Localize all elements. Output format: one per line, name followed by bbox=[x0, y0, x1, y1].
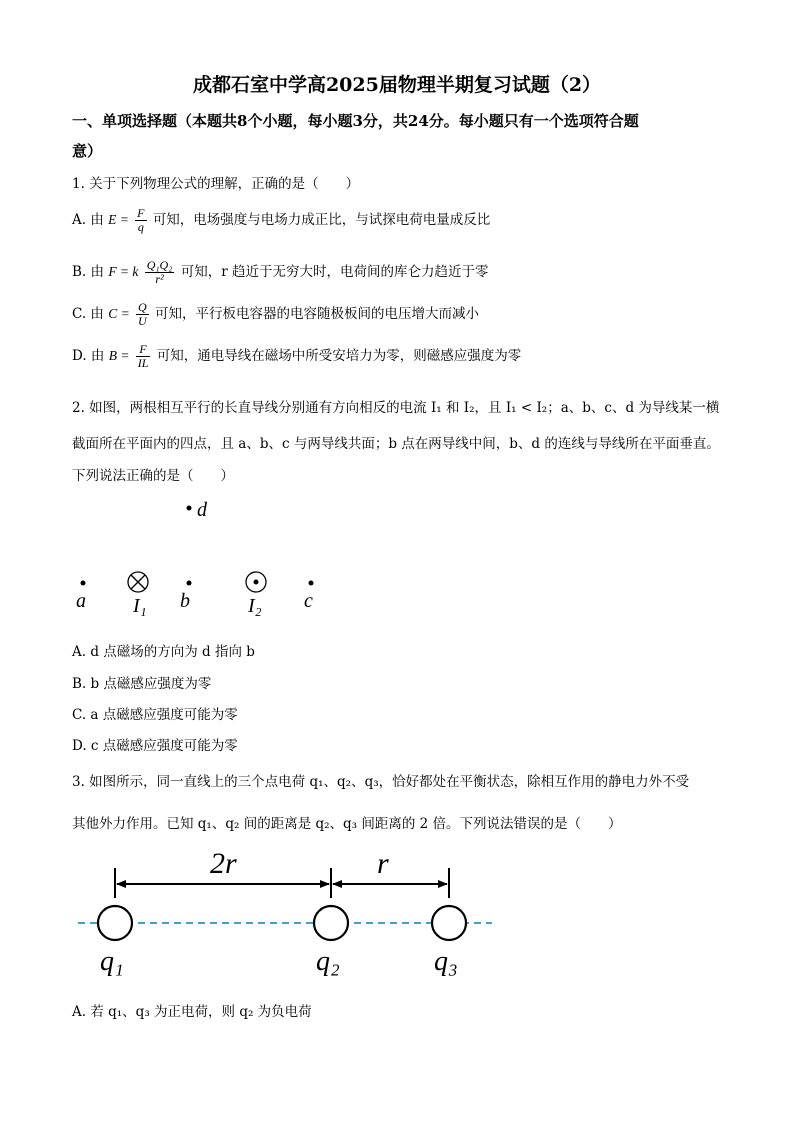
formula-fraction: $\frac{Q}{U}$ bbox=[138, 300, 147, 328]
charge-q3-circle bbox=[432, 906, 466, 940]
formula-fraction: $\frac{F}{q}$ bbox=[137, 206, 145, 234]
point-a-label: a bbox=[76, 590, 86, 612]
question-2-option-c: C. a 点磁感应强度可能为零 bbox=[72, 707, 238, 723]
formula-fraction: $\frac{\text{Q₁Q₂}}{\text{r²}}$ bbox=[146, 258, 173, 286]
question-2-option-b: B. b 点磁感应强度为零 bbox=[72, 676, 212, 692]
charge-q2-circle bbox=[314, 906, 348, 940]
question-1-option-d: D. 由 B = $\frac{F}{IL}$ 可知，通电导线在磁场中所受安培力为零，则磁感应强度为零 bbox=[72, 342, 522, 370]
question-3-stem-line1: 3. 如图所示，同一直线上的三个点电荷 q₁、q₂、q₃，恰好都处在平衡状态，除相互作用的静电力外不受 bbox=[72, 774, 690, 790]
point-d-label: d bbox=[197, 499, 207, 521]
charge-q2-label: q₂ bbox=[316, 946, 340, 977]
point-b-label: b bbox=[180, 590, 190, 612]
distance-2r-label: 2r bbox=[210, 847, 237, 880]
page-title: 成都石室中学高2025届物理半期复习试题（2） bbox=[192, 74, 602, 96]
question-2-stem-line1: 2. 如图，两根相互平行的长直导线分别通有方向相反的电流 I₁ 和 I₂，且 I₁ < I₂；a、b、c、d 为导线某一横 bbox=[72, 400, 720, 416]
formula-fraction: $\frac{F}{IL}$ bbox=[137, 342, 149, 370]
question-3-stem-line2: 其他外力作用。已知 q₁、q₂ 间的距离是 q₂、q₃ 间距离的 2 倍。下列说法错误的是（ ） bbox=[72, 816, 622, 832]
question-1-option-c: C. 由 C = $\frac{Q}{U}$ 可知，平行板电容器的电容随极板间的电压增大而减小 bbox=[72, 300, 479, 328]
section-heading: 一、单项选择题（本题共8个小题，每小题3分，共24分。每小题只有一个选项符合题 bbox=[72, 112, 639, 130]
current-i2-label: I₂ bbox=[248, 595, 262, 617]
question-2-option-a: A. d 点磁场的方向为 d 指向 b bbox=[72, 644, 255, 660]
question-1-stem: 1. 关于下列物理公式的理解，正确的是（ ） bbox=[72, 176, 360, 192]
section-heading-cont: 意） bbox=[72, 142, 103, 160]
current-i1-label: I₁ bbox=[133, 595, 147, 617]
charge-q3-label: q₃ bbox=[434, 946, 458, 977]
question-3-option-a: A. 若 q₁、q₃ 为正电荷，则 q₂ 为负电荷 bbox=[72, 1004, 312, 1020]
question-2-option-d: D. c 点磁感应强度可能为零 bbox=[72, 738, 238, 754]
point-c-label: c bbox=[304, 590, 313, 612]
charge-q1-label: q₁ bbox=[100, 946, 124, 977]
question-1-option-a: A. 由 E = $\frac{F}{q}$ 可知，电场强度与电场力成正比，与试探电荷电量成反比 bbox=[72, 206, 491, 234]
charge-q1-circle bbox=[98, 906, 132, 940]
question-2-stem-line2: 截面所在平面内的四点，且 a、b、c 与两导线共面；b 点在两导线中间，b、d 的连线与导线所在平面垂直。 bbox=[72, 436, 720, 452]
question-1-option-b: B. 由 F = k $\frac{\text{Q₁Q₂}}{\text{r²}}$ 可知，r 趋近于无穷大时，电荷间的库仑力趋近于零 bbox=[72, 258, 489, 286]
question-2-stem-line3: 下列说法正确的是（ ） bbox=[72, 468, 234, 484]
distance-r-label: r bbox=[377, 847, 389, 880]
